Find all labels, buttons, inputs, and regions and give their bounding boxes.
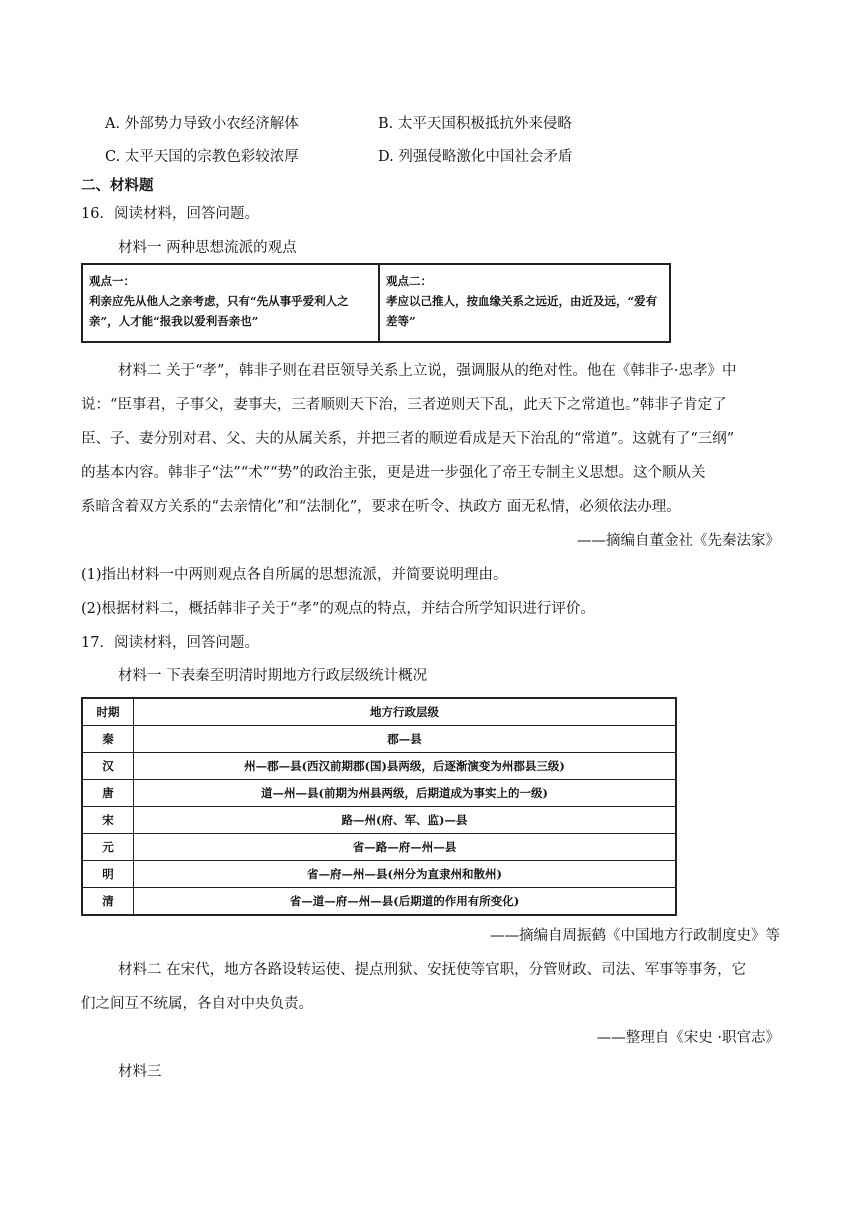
option-letter: A. <box>105 116 121 132</box>
table-cell-period: 汉 <box>82 753 134 780</box>
table-header-row <box>82 698 676 726</box>
q17-material1-title: 材料一 下表秦至明清时期地方行政层级统计概况 <box>118 668 428 684</box>
table-cell-levels: 省—路—府—州—县 <box>134 834 677 861</box>
table-row <box>82 726 676 753</box>
q17-material3-title: 材料三 <box>118 1064 162 1080</box>
table-cell-levels: 郡—县 <box>134 726 677 753</box>
q16-material2-line-5: 系暗含着双方关系的“去亲情化”和“法制化”，要求在听令、执政方 面无私情，必须依法办理。 <box>81 499 681 515</box>
q17-stem: 17．阅读材料，回答问题。 <box>81 635 259 651</box>
viewpoint-1-title: 观点一： <box>89 274 135 288</box>
table-cell-period: 唐 <box>82 780 134 807</box>
table-cell-period: 秦 <box>82 726 134 753</box>
option-d <box>378 145 572 166</box>
q16-material2-line-3: 臣、子、妻分别对君、父、夫的从属关系，并把三者的顺逆看成是天下治乱的“常道”。这就有了“三纲” <box>81 431 735 447</box>
q16-material2-line-1: 材料二 关于“孝”，韩非子则在君臣领导关系上立说，强调服从的绝对性。他在《韩非子·忠孝》中 <box>118 363 737 379</box>
viewpoint-1-cell <box>83 265 380 341</box>
option-letter: C. <box>105 149 121 165</box>
table-cell-period: 宋 <box>82 807 134 834</box>
option-text: 外部势力导致小农经济解体 <box>124 116 299 132</box>
table-cell-levels: 省—府—州—县(州分为直隶州和散州) <box>134 861 677 888</box>
section-title: 二、材料题 <box>81 177 154 194</box>
option-a <box>105 112 299 133</box>
q16-sub-question-2: (2)根据材料二，概括韩非子关于“孝”的观点的特点，并结合所学知识进行评价。 <box>81 601 595 617</box>
table-cell-period: 元 <box>82 834 134 861</box>
table-row <box>82 753 676 780</box>
viewpoint-2-title: 观点二： <box>386 274 432 288</box>
table-cell-levels: 州—郡—县(西汉前期郡(国)县两级，后逐渐演变为州郡县三级) <box>134 753 677 780</box>
viewpoints-table <box>81 263 671 343</box>
table-row <box>82 807 676 834</box>
viewpoint-2-cell <box>380 265 669 341</box>
q16-material2-line-4: 的基本内容。韩非子“法”“术”“势”的政治主张，更是进一步强化了帝王专制主义思想。这个顺从关 <box>81 465 706 481</box>
option-text: 太平天国的宗教色彩较浓厚 <box>124 149 299 165</box>
q16-material2-line-2: 说：“臣事君，子事父，妻事夫，三者顺则天下治，三者逆则天下乱，此天下之常道也。”韩非子肯定了 <box>81 397 727 413</box>
table-cell-levels: 省—道—府—州—县(后期道的作用有所变化) <box>134 888 677 916</box>
table-row <box>82 888 676 916</box>
option-letter: B. <box>378 116 394 132</box>
q17-material2-line-1: 材料二 在宋代，地方各路设转运使、提点刑狱、安抚使等官职，分管财政、司法、军事等事务，它 <box>118 962 747 978</box>
table-row <box>82 834 676 861</box>
option-text: 列强侵略激化中国社会矛盾 <box>398 149 573 165</box>
viewpoint-2-text: 孝应以己推人，按血缘关系之远近，由近及远，“爱有差等” <box>386 294 658 328</box>
q17-material2-line-2: 们之间互不统属，各自对中央负责。 <box>81 996 313 1012</box>
q16-material1-title: 材料一 两种思想流派的观点 <box>118 240 297 256</box>
q16-source: ——摘编自董金社《先秦法家》 <box>577 533 780 549</box>
q16-sub-question-1: (1)指出材料一中两则观点各自所属的思想流派，并简要说明理由。 <box>81 567 508 583</box>
table-cell-levels: 路—州(府、军、监)—县 <box>134 807 677 834</box>
table-header-cell: 时期 <box>82 698 134 726</box>
q17-material2-source: ——整理自《宋史 ·职官志》 <box>596 1030 780 1046</box>
viewpoint-1-text: 利亲应先从他人之亲考虑，只有“先从事乎爱利人之亲”，人才能“报我以爱利吾亲也” <box>89 294 349 328</box>
table-header-cell: 地方行政层级 <box>134 698 677 726</box>
admin-levels-table <box>81 697 677 916</box>
table-cell-period: 清 <box>82 888 134 916</box>
option-c <box>105 145 299 166</box>
option-b <box>378 112 572 133</box>
q17-table-source: ——摘编自周振鹤《中国地方行政制度史》等 <box>490 928 780 944</box>
q16-stem: 16．阅读材料，回答问题。 <box>81 206 259 222</box>
table-row <box>82 861 676 888</box>
option-letter: D. <box>378 149 394 165</box>
table-cell-period: 明 <box>82 861 134 888</box>
table-cell-levels: 道—州—县(前期为州县两级，后期道成为事实上的一级) <box>134 780 677 807</box>
option-text: 太平天国积极抵抗外来侵略 <box>397 116 572 132</box>
table-row <box>82 780 676 807</box>
